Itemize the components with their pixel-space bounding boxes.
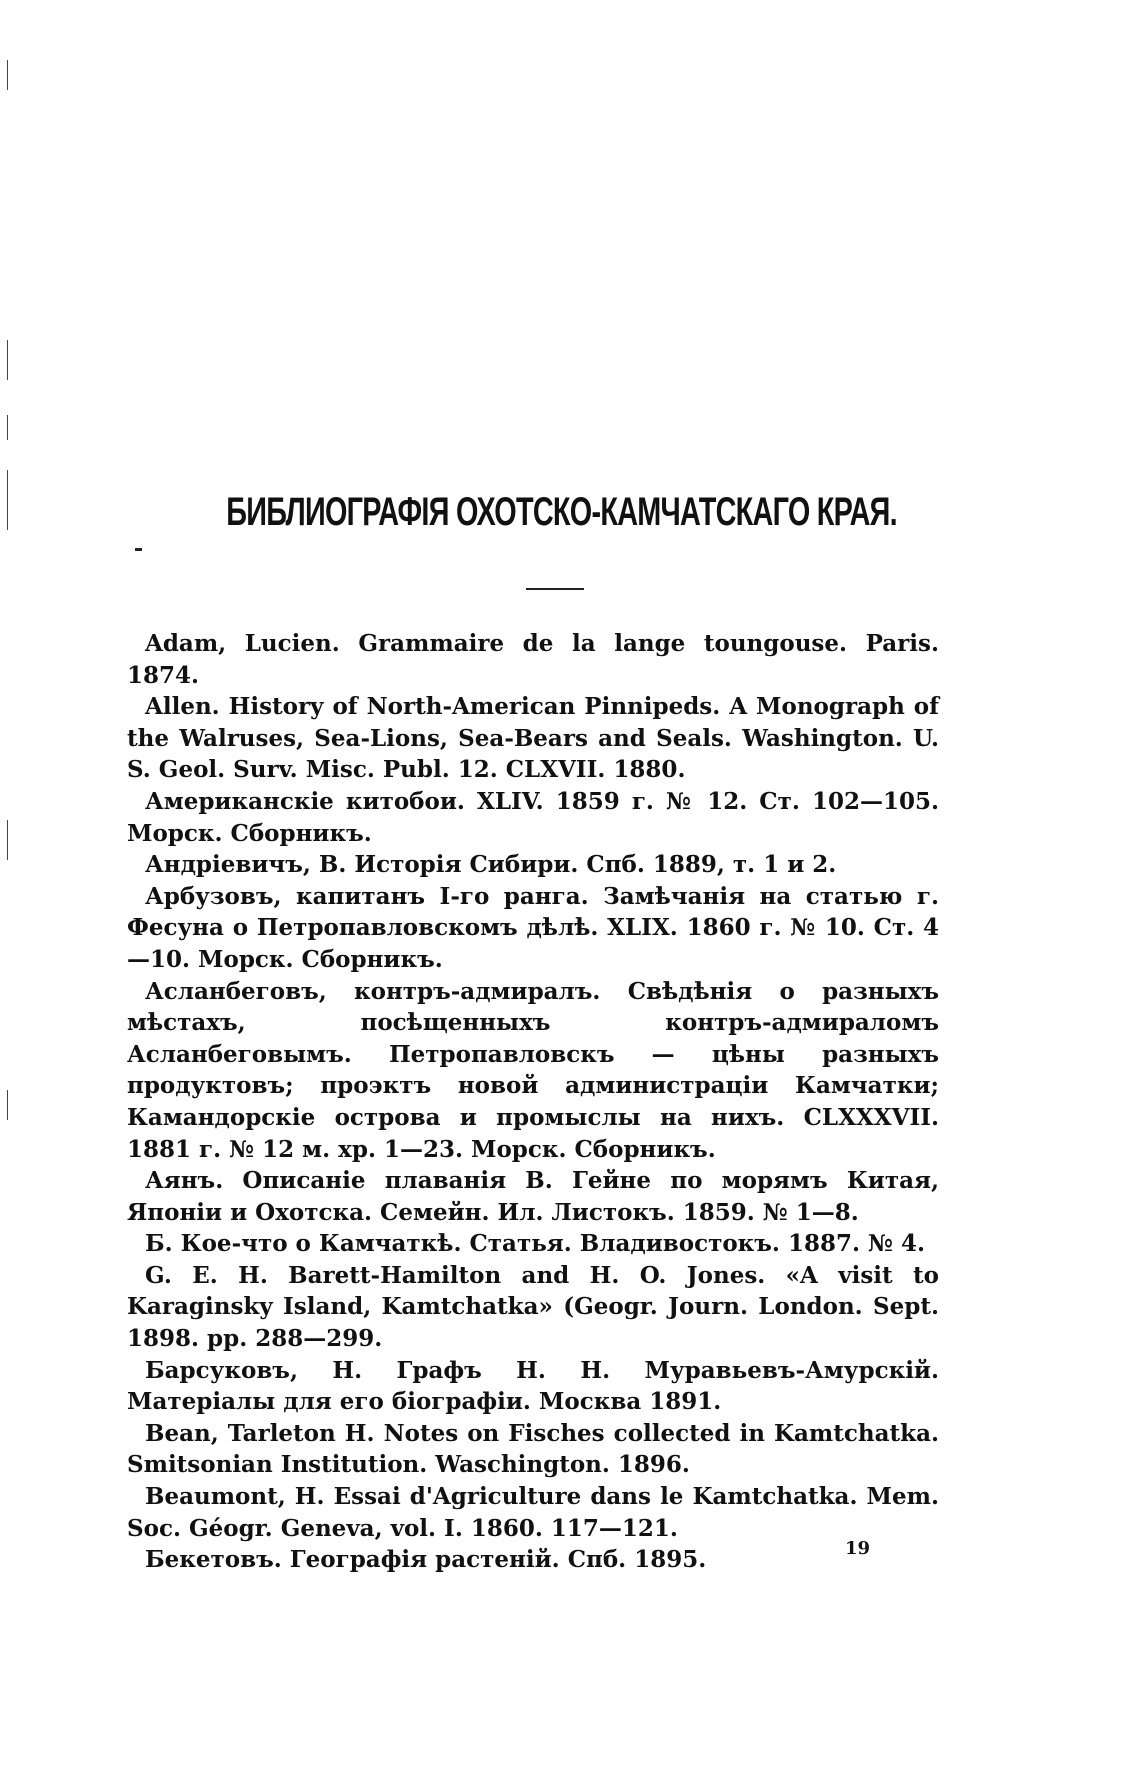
bibliography-entry: Аянъ. Описаніе плаванія В. Гейне по морямъ Китая, Японіи и Охотска. Семейн. Ил. Листокъ. 1859. № 1—8.: [127, 1167, 939, 1226]
scan-margin-mark: [7, 340, 8, 380]
bibliography-entry: Bean, Tarleton H. Notes on Fisches collected in Kamtchatka. Smitsonian Institution. Waschington. 1896.: [127, 1419, 939, 1479]
title-dash: [135, 548, 142, 551]
bibliography-entry: Beaumont, H. Essai d'Agriculture dans le Kamtchatka. Mem. Soc. Géogr. Geneva, vol. I. 1860. 117—121.: [127, 1483, 939, 1542]
page-number: 19: [845, 1538, 871, 1559]
bibliography-entry: Б. Кое-что о Камчаткѣ. Статья. Владивостокъ. 1887. № 4.: [145, 1230, 925, 1258]
bibliography-entry: Барсуковъ, Н. Графъ Н. Н. Муравьевъ-Амурскій. Матеріалы для его біографіи. Москва 1891.: [127, 1356, 939, 1416]
bibliography-entry: G. E. H. Barett-Hamilton and H. O. Jones. «A visit to Karaginsky Island, Kamtchatka» (Geogr. Journ. London. Sept. 1898. pp. 288—299.: [127, 1261, 939, 1353]
bibliography-entry: Allen. History of North-American Pinnipeds. A Monograph of the Walruses, Sea-Lions, Sea-Bears and Seals. Washington. U. S. Geol. Surv. Misc. Publ. 12. CLXVII. 1880.: [127, 693, 939, 784]
bibliography-entry: Бекетовъ. Географія растеній. Спб. 1895.: [145, 1546, 707, 1574]
bibliography-entry: Асланбеговъ, контръ-адмиралъ. Свѣдѣнія о разныхъ мѣстахъ, посѣщенныхъ контръ-адмираломъ Асланбеговымъ. Петропавловскъ — цѣны разныхъ продуктовъ; проэктъ новой администраціи Камчатки; Камандорскіе острова и промыслы на нихъ. CLXXXVII. 1881 г. № 12 м. хр. 1—23. Морск. Сборникъ.: [127, 977, 939, 1163]
bibliography-list: [127, 628, 939, 1576]
bibliography-entry: Арбузовъ, капитанъ I-го ранга. Замѣчанія на статью г. Фесуна о Петропавловскомъ дѣлѣ. XLIX. 1860 г. № 10. Ст. 4—10. Морск. Сборникъ.: [127, 882, 939, 973]
scan-margin-mark: [7, 820, 8, 860]
scan-margin-mark: [7, 1090, 8, 1120]
bibliography-entry: Американскіе китобои. XLIV. 1859 г. № 12. Ст. 102—105. Морск. Сборникъ.: [127, 787, 939, 847]
scan-margin-mark: [7, 470, 8, 530]
bibliography-entry: Adam, Lucien. Grammaire de la lange toungouse. Paris. 1874.: [127, 630, 939, 689]
scan-margin-mark: [7, 60, 8, 90]
page-title: БИБЛИОГРАФІЯ ОХОТСКО-КАМЧАТСКАГО КРАЯ.: [226, 490, 897, 534]
title-rule: [526, 588, 584, 590]
scan-margin-mark: [7, 415, 8, 440]
bibliography-entry: Андріевичъ, В. Исторія Сибири. Спб. 1889, т. 1 и 2.: [145, 851, 837, 879]
